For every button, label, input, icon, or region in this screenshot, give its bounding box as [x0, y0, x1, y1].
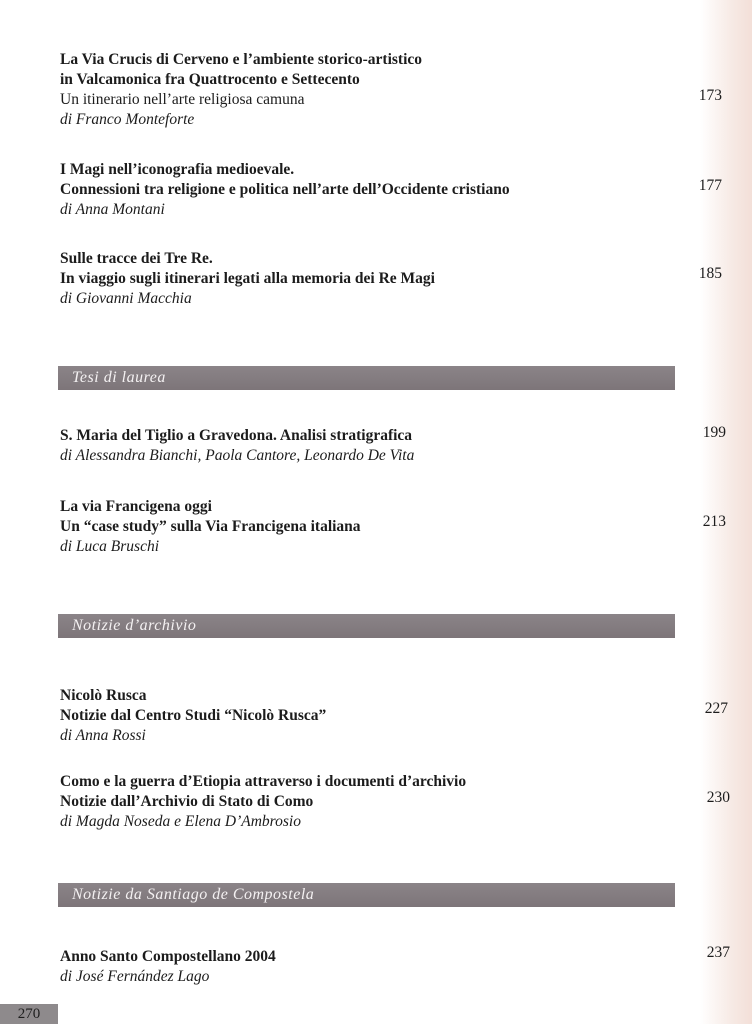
toc-entry	[60, 497, 726, 557]
entry-title-line: in Valcamonica fra Quattrocento e Settecento	[60, 71, 360, 88]
entry-author: di Giovanni Macchia	[60, 290, 192, 307]
entry-author: di José Fernández Lago	[60, 968, 210, 985]
entry-title-line: S. Maria del Tiglio a Gravedona. Analisi stratigrafica	[60, 427, 413, 444]
entry-title-line: Nicolò Rusca	[60, 687, 147, 704]
entry-author: di Luca Bruschi	[60, 538, 160, 555]
entry-title-line: La via Francigena oggi	[60, 498, 212, 515]
section-header: Notizie da Santiago de Compostela	[58, 883, 675, 907]
entry-title-line: Sulle tracce dei Tre Re.	[60, 250, 213, 267]
toc-entry	[60, 944, 730, 987]
toc-entry	[60, 772, 730, 832]
entry-title-line: Notizie dal Centro Studi “Nicolò Rusca”	[60, 707, 327, 724]
page-number: 213	[702, 513, 726, 530]
entry-author: di Franco Monteforte	[60, 111, 195, 128]
entry-author: di Anna Montani	[60, 201, 165, 218]
page-number: 177	[698, 177, 722, 194]
toc-entry	[60, 50, 722, 130]
entry-title-line: Connessioni tra religione e politica nell’arte dell’Occidente cristiano	[60, 181, 510, 198]
entry-title-line: Un “case study” sulla Via Francigena italiana	[60, 518, 361, 535]
entry-subtitle: Un itinerario nell’arte religiosa camuna	[60, 91, 305, 108]
entry-author: di Alessandra Bianchi, Paola Cantore, Leonardo De Vita	[60, 447, 415, 464]
page-number: 173	[698, 87, 722, 104]
toc-entry	[60, 249, 722, 309]
page-number: 185	[698, 265, 722, 282]
toc-entry	[60, 160, 722, 220]
entry-title-line: Anno Santo Compostellano 2004	[60, 948, 276, 965]
entry-author: di Magda Noseda e Elena D’Ambrosio	[60, 813, 301, 830]
folio-page-number: 270	[0, 1004, 58, 1024]
entry-title-line: La Via Crucis di Cerveno e l’ambiente storico-artistico	[60, 51, 423, 68]
section-header: Tesi di laurea	[58, 366, 675, 390]
toc-entry	[60, 424, 726, 466]
section-header: Notizie d’archivio	[58, 614, 675, 638]
entry-title-line: In viaggio sugli itinerari legati alla memoria dei Re Magi	[60, 270, 435, 287]
page-number: 237	[706, 944, 730, 961]
page-number: 230	[706, 789, 730, 806]
entry-author: di Anna Rossi	[60, 727, 146, 744]
entry-title-line: Notizie dall’Archivio di Stato di Como	[60, 793, 314, 810]
page-number: 227	[704, 700, 728, 717]
page-number: 199	[702, 424, 726, 441]
entry-title-line: I Magi nell’iconografia medioevale.	[60, 161, 295, 178]
entry-title-line: Como e la guerra d’Etiopia attraverso i documenti d’archivio	[60, 773, 467, 790]
toc-entry	[60, 686, 728, 746]
